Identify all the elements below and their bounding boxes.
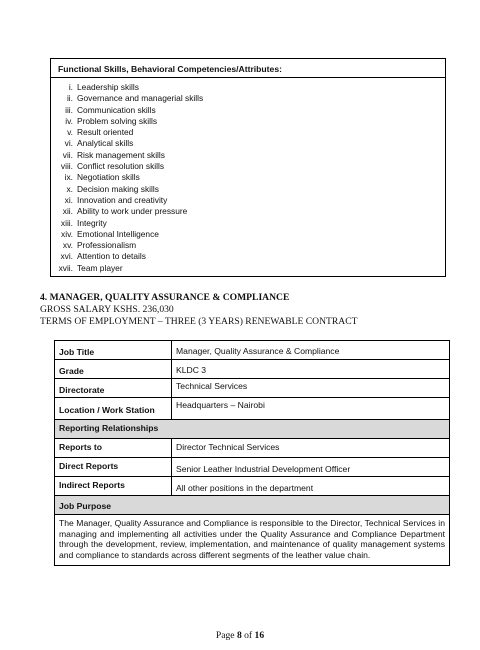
- item-number: xiv.: [61, 228, 73, 239]
- item-number: vi.: [64, 138, 73, 149]
- list-item: [51, 206, 445, 217]
- list-item: [51, 172, 445, 183]
- gross-salary: GROSS SALARY KSHS. 236,030: [40, 304, 174, 315]
- item-number: iii.: [65, 104, 73, 115]
- item-text: Analytical skills: [77, 138, 134, 149]
- competencies-heading: Functional Skills, Behavioral Competencies/Attributes:: [51, 59, 445, 78]
- grade-label: Grade: [55, 360, 172, 379]
- location-label: Location / Work Station: [55, 398, 172, 420]
- table-row: [55, 341, 450, 360]
- reports-to-label: Reports to: [55, 439, 172, 458]
- list-item: [51, 127, 445, 138]
- item-text: Leadership skills: [77, 82, 139, 92]
- competencies-box: [50, 58, 446, 277]
- grade-value: KLDC 3: [172, 360, 450, 379]
- item-number: xii.: [62, 206, 73, 217]
- list-item: [51, 105, 445, 116]
- item-number: xv.: [62, 240, 73, 251]
- competencies-list: [51, 78, 445, 274]
- position-heading: 4. MANAGER, QUALITY ASSURANCE & COMPLIANCE: [40, 292, 290, 303]
- list-item: [51, 195, 445, 206]
- page-of: of: [241, 630, 255, 641]
- table-row: [55, 379, 450, 398]
- list-item: [51, 229, 445, 240]
- indirect-reports-value: All other positions in the department: [172, 477, 450, 496]
- item-number: ii.: [66, 93, 73, 104]
- list-item: [51, 150, 445, 161]
- item-text: Professionalism: [77, 240, 137, 251]
- direct-reports-label: Direct Reports: [55, 458, 172, 477]
- item-number: i.: [68, 82, 73, 92]
- item-text: Result oriented: [77, 127, 134, 138]
- item-number: xi.: [64, 194, 73, 205]
- page-total: 16: [254, 630, 265, 641]
- item-number: ix.: [64, 172, 73, 183]
- item-text: Negotiation skills: [77, 172, 140, 183]
- item-number: iv.: [65, 115, 73, 126]
- table-row: [55, 439, 450, 458]
- reporting-relationships-heading: Reporting Relationships: [55, 420, 450, 439]
- directorate-label: Directorate: [55, 379, 172, 398]
- item-number: x.: [66, 183, 73, 194]
- terms-of-employment: TERMS OF EMPLOYMENT – THREE (3 YEARS) RENEWABLE CONTRACT: [40, 315, 358, 327]
- item-number: xiii.: [60, 217, 73, 228]
- item-text: Innovation and creativity: [77, 194, 168, 205]
- table-row: [55, 420, 450, 439]
- table-row: [55, 398, 450, 420]
- item-number: xvi.: [60, 251, 73, 262]
- table-row: [55, 515, 450, 566]
- location-value: Headquarters – Nairobi: [172, 398, 450, 420]
- item-text: Communication skills: [77, 104, 156, 115]
- list-item: [51, 263, 445, 274]
- job-title-label: Job Title: [55, 341, 172, 360]
- item-text: Integrity: [77, 217, 107, 228]
- list-item: [51, 116, 445, 127]
- item-text: Governance and managerial skills: [77, 93, 204, 104]
- reports-to-value: Director Technical Services: [172, 439, 450, 458]
- item-text: Risk management skills: [77, 149, 165, 160]
- list-item: [51, 82, 445, 93]
- position-section: [40, 292, 450, 327]
- table-row: [55, 360, 450, 379]
- item-text: Team player: [77, 262, 123, 273]
- table-row: [55, 477, 450, 496]
- job-title-value: Manager, Quality Assurance & Compliance: [172, 341, 450, 360]
- item-number: viii.: [60, 161, 73, 172]
- page-number: [0, 630, 480, 641]
- list-item: [51, 93, 445, 104]
- directorate-value: Technical Services: [172, 379, 450, 398]
- list-item: [51, 184, 445, 195]
- page-current: 8: [236, 630, 242, 641]
- table-row: [55, 496, 450, 515]
- list-item: [51, 218, 445, 229]
- item-text: Conflict resolution skills: [77, 161, 165, 172]
- item-text: Emotional Intelligence: [77, 228, 159, 239]
- item-number: xvii.: [58, 262, 73, 273]
- item-text: Ability to work under pressure: [77, 206, 188, 217]
- item-number: vii.: [62, 149, 73, 160]
- table-row: [55, 458, 450, 477]
- page-prefix: Page: [215, 630, 237, 641]
- item-text: Problem solving skills: [77, 115, 158, 126]
- item-text: Decision making skills: [77, 183, 159, 194]
- indirect-reports-label: Indirect Reports: [55, 477, 172, 496]
- item-number: v.: [67, 127, 73, 138]
- direct-reports-value: Senior Leather Industrial Development Officer: [172, 458, 450, 477]
- job-description-table: [54, 340, 450, 566]
- item-text: Attention to details: [77, 251, 146, 262]
- list-item: [51, 138, 445, 149]
- list-item: [51, 240, 445, 251]
- job-purpose-text: The Manager, Quality Assurance and Compliance is responsible to the Director, Technical Services in managing and implementing all activities under the Quality Assurance and Compliance Department through the development, review, implementation, and maintenance of quality management systems and compliance to standards across different segments of the leather value chain.: [55, 515, 450, 566]
- list-item: [51, 251, 445, 262]
- job-purpose-heading: Job Purpose: [55, 496, 450, 515]
- list-item: [51, 161, 445, 172]
